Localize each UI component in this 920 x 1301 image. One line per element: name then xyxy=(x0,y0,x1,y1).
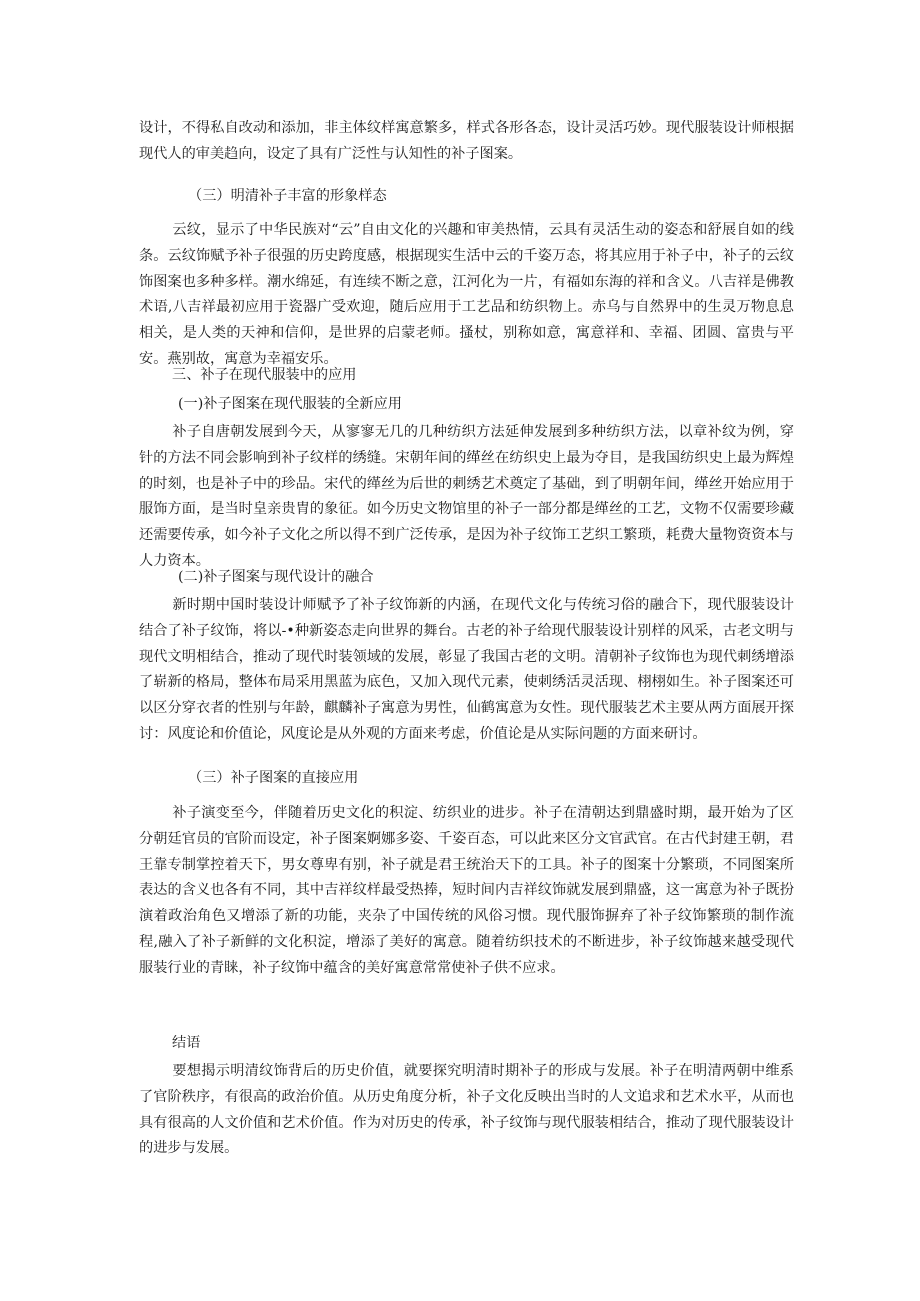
paragraph-weaving-history: 补子自唐朝发展到今天，从寥寥无几的几种纺织方法延伸发展到多种纺织方法，以章补纹为例，穿针的方法不同会影响到补子纹样的绣缝。宋朝年间的缂丝在纺织史上最为夺目，是我国纺织史上最为辉煌的时刻，也是补子中的珍品。宋代的缂丝为后世的刺绣艺术奠定了基础，到了明朝年间，缂丝开始应用于服饰方面，是当时皇亲贵胄的象征。如今历史文物馆里的补子一部分都是缂丝的工艺，文物不仅需要珍藏还需要传承，如今补子文化之所以得不到广泛传承，是因为补子纹饰工艺织工繁琐，耗费大量物资资本与人力资本。 xyxy=(139,424,794,569)
paragraph-cloud-pattern: 云纹，显示了中华民族对“云”自由文化的兴趣和审美热情，云具有灵活生动的姿态和舒展自如的线条。云纹饰赋予补子很强的历史跨度感，根据现实生活中云的千姿万态，将其应用于补子中，补子的云纹饰图案也多种多样。潮水绵延，有连续不断之意，江河化为一片，有福如东海的祥和含义。八吉祥是佛教术语,八吉祥最初应用于瓷器广受欢迎，随后应用于工艺品和纺织物上。赤乌与自然界中的生灵万物息息相关，是人类的天神和信仰，是世界的启蒙老师。搔杖，别称如意，寓意祥和、幸福、团圆、富贵与平安。燕别故，寓意为幸福安乐。 xyxy=(139,222,794,367)
heading-ming-qing-forms: （三）明清补子丰富的形象样态 xyxy=(188,188,387,204)
heading-direct-application: （三）补子图案的直接应用 xyxy=(188,770,359,786)
heading-section-three: 三、补子在现代服装中的应用 xyxy=(172,367,357,383)
paragraph-modern-designers: 新时期中国时装设计师赋予了补子纹饰新的内涵，在现代文化与传统习俗的融合下，现代服装设计结合了补子纹饰，将以-•种新姿态走向世界的舞台。古老的补子给现代服装设计别样的风采，古老文明与现代文明相结合，推动了现代时装领域的发展，彰显了我国古老的文明。清朝补子纹饰也为现代刺绣增添了崭新的格局，整体布局采用黑蓝为底色，又加入现代元素，使刺绣活灵活现、栩栩如生。补子图案还可以区分穿衣者的性别与年龄，麒麟补子寓意为男性，仙鹤寓意为女性。现代服装艺术主要从两方面展开探讨：风度论和价值论，风度论是从外观的方面来考虑，价值论是从实际问题的方面来研讨。 xyxy=(139,597,794,742)
heading-conclusion: 结语 xyxy=(172,1035,201,1051)
paragraph-pattern-design: 设计，不得私自改动和添加，非主体纹样寓意繁多，样式各形各态，设计灵活巧妙。现代服装设计师根据现代人的审美趋向，设定了具有广泛性与认知性的补子图案。 xyxy=(139,120,794,162)
heading-new-application: (一)补子图案在现代服装的全新应用 xyxy=(178,396,402,412)
paragraph-conclusion: 要想揭示明清纹饰背后的历史价值，就要探究明清时期补子的形成与发展。补子在明清两朝中维系了官阶秩序，有很高的政治价值。从历史角度分析，补子文化反映出当时的人文追求和艺术水平，从而也具有很高的人文价值和艺术价值。作为对历史的传承，补子纹饰与现代服装相结合，推动了现代服装设计的进步与发展。 xyxy=(139,1063,794,1157)
heading-modern-fusion: (二)补子图案与现代设计的融合 xyxy=(178,569,374,585)
paragraph-evolution: 补子演变至今，伴随着历史文化的积淀、纺织业的进步。补子在清朝达到鼎盛时期，最开始为了区分朝廷官员的官阶而设定，补子图案婀娜多姿、千姿百态，可以此来区分文官武官。在古代封建王朝，君王靠专制掌控着天下，男女尊卑有别，补子就是君王统治天下的工具。补子的图案十分繁琐，不同图案所表达的含义也各有不同，其中吉祥纹样最受热捧，短时间内吉祥纹饰就发展到鼎盛，这一寓意为补子既扮演着政治角色又增添了新的功能，夹杂了中国传统的风俗习惯。现代服饰摒弃了补子纹饰繁琐的制作流程,融入了补子新鲜的文化积淀，增添了美好的寓意。随着纺织技术的不断进步，补子纹饰越来越受现代服装行业的青睐，补子纹饰中蕴含的美好寓意常常使补子供不应求。 xyxy=(139,805,794,976)
